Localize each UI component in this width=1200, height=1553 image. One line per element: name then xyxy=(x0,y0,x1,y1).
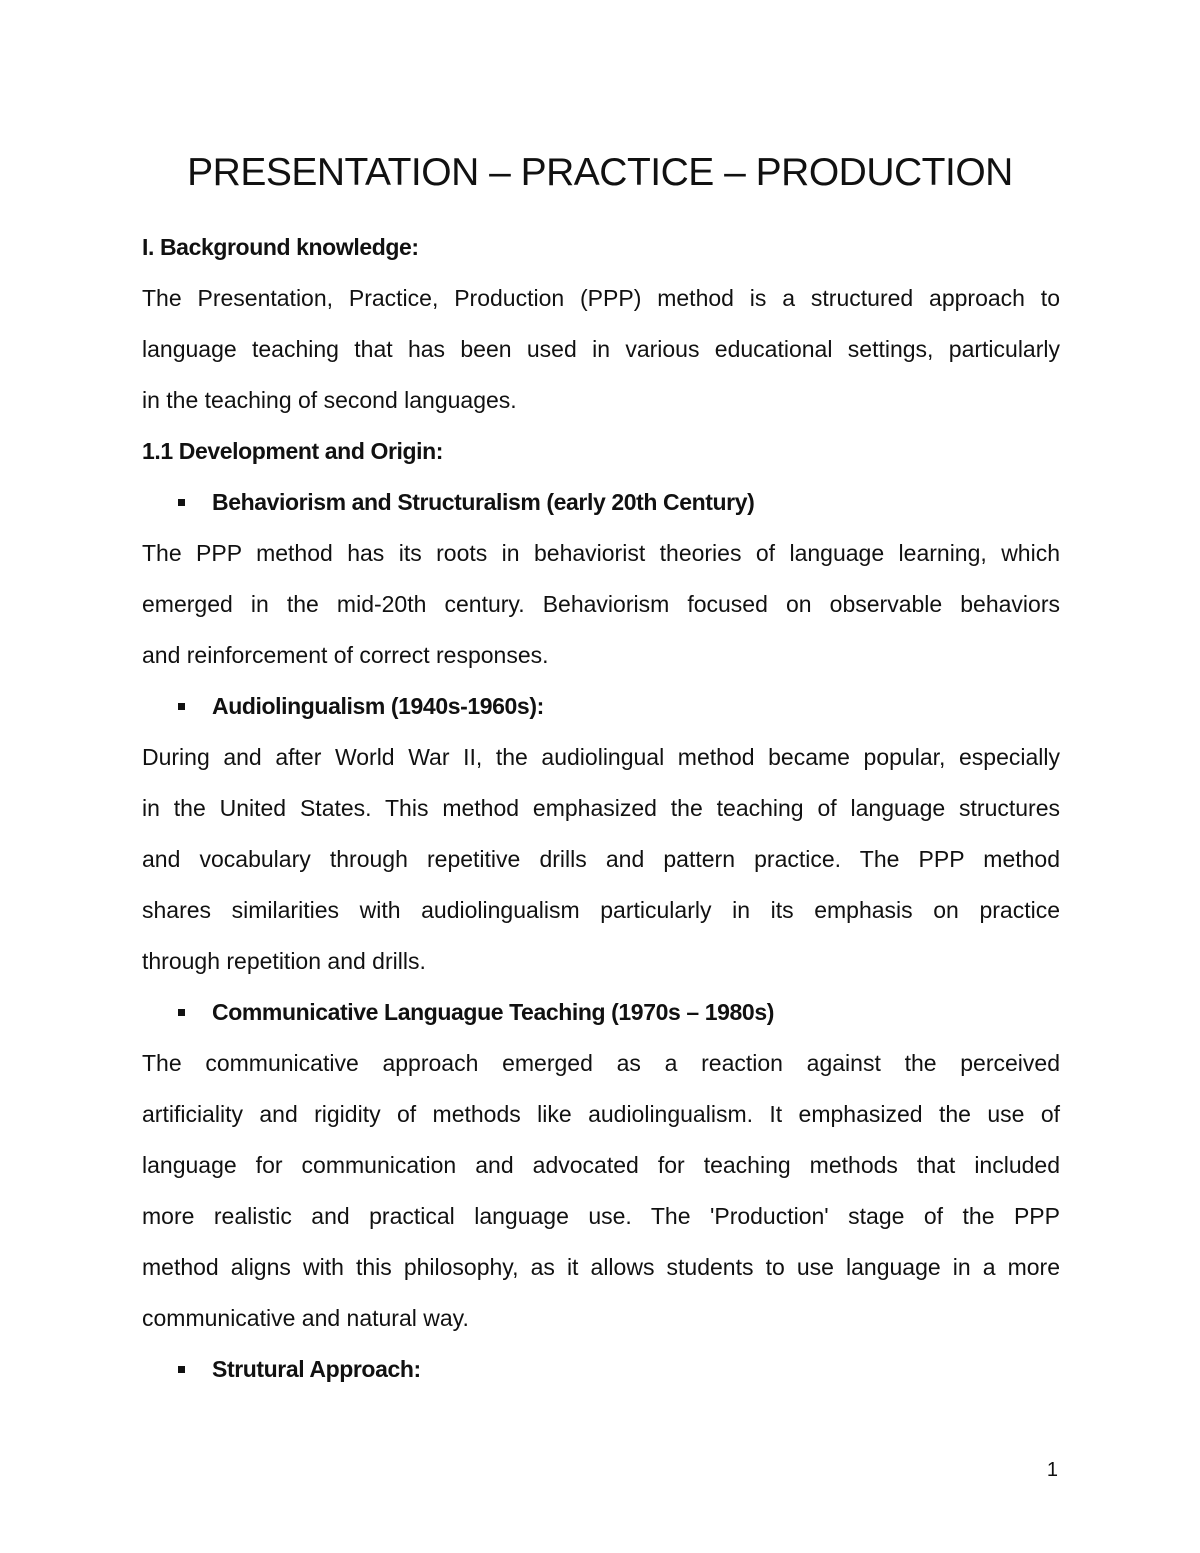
bullet-heading-structural xyxy=(142,1344,1060,1395)
square-bullet-icon xyxy=(178,1366,185,1373)
paragraph-line: in the United States. This method emphasized the teaching of language structures xyxy=(142,795,1060,821)
section-heading-background: I. Background knowledge: xyxy=(142,234,419,260)
paragraph-line: The communicative approach emerged as a reaction against the perceived xyxy=(142,1050,1060,1076)
document-body xyxy=(142,222,1060,1395)
paragraph-line: emerged in the mid-20th century. Behaviorism focused on observable behaviors xyxy=(142,591,1060,617)
paragraph-line: The Presentation, Practice, Production (PPP) method is a structured approach to xyxy=(142,285,1060,311)
bullet-heading-text: Audiolingualism (1940s-1960s): xyxy=(212,693,544,719)
bullet-heading-text: Strutural Approach: xyxy=(212,1356,421,1382)
paragraph-line: The PPP method has its roots in behaviorist theories of language learning, which xyxy=(142,540,1060,566)
paragraph-line: method aligns with this philosophy, as it allows students to use language in a more xyxy=(142,1254,1060,1280)
paragraph-line: through repetition and drills. xyxy=(142,948,426,974)
bullet-heading-text: Communicative Languague Teaching (1970s – 1980s) xyxy=(212,999,774,1025)
paragraph-line: and vocabulary through repetitive drills and pattern practice. The PPP method xyxy=(142,846,1060,872)
paragraph-line: communicative and natural way. xyxy=(142,1305,469,1331)
paragraph-line: and reinforcement of correct responses. xyxy=(142,642,549,668)
paragraph-line: shares similarities with audiolingualism particularly in its emphasis on practice xyxy=(142,897,1060,923)
subsection-heading-development: 1.1 Development and Origin: xyxy=(142,438,444,464)
paragraph-line: more realistic and practical language use. The 'Production' stage of the PPP xyxy=(142,1203,1060,1229)
square-bullet-icon xyxy=(178,499,185,506)
paragraph-line: language teaching that has been used in various educational settings, particularly xyxy=(142,336,1060,362)
paragraph-line: in the teaching of second languages. xyxy=(142,387,517,413)
paragraph-line: artificiality and rigidity of methods like audiolingualism. It emphasized the use of xyxy=(142,1101,1060,1127)
bullet-heading-text: Behaviorism and Structuralism (early 20th Century) xyxy=(212,489,755,515)
paragraph-line: During and after World War II, the audiolingual method became popular, especially xyxy=(142,744,1060,770)
bullet-heading-communicative xyxy=(142,987,1060,1038)
square-bullet-icon xyxy=(178,703,185,710)
bullet-heading-behaviorism xyxy=(142,477,1060,528)
bullet-heading-audiolingualism xyxy=(142,681,1060,732)
square-bullet-icon xyxy=(178,1009,185,1016)
paragraph-line: language for communication and advocated for teaching methods that included xyxy=(142,1152,1060,1178)
document-title: PRESENTATION – PRACTICE – PRODUCTION xyxy=(187,151,1013,194)
page-number: 1 xyxy=(1046,1459,1058,1481)
